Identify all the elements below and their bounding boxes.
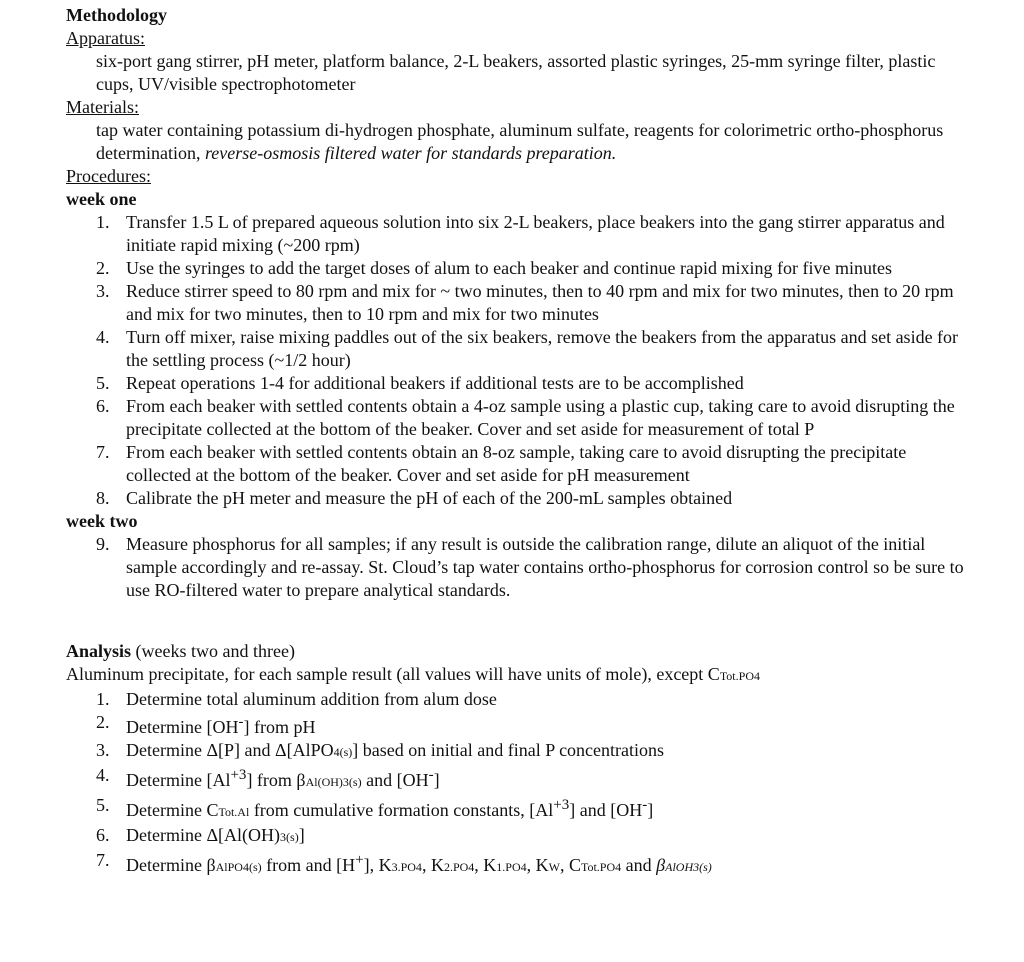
step-number: 5. [96, 795, 110, 815]
document [66, 4, 966, 879]
beta-symbol: β [656, 855, 666, 875]
step-text: , K [474, 855, 497, 875]
subscript: 2.PO4 [443, 860, 475, 874]
analysis-step [66, 824, 966, 849]
step-text: Calibrate the pH meter and measure the pH of each of the 200-mL samples obtained [126, 488, 733, 508]
subscript: Tot.PO4 [580, 860, 622, 874]
subscript: 3.PO4 [391, 860, 422, 874]
analysis-step [66, 849, 966, 879]
analysis-step [66, 711, 966, 739]
step-text: Determine Δ[Al(OH) [126, 825, 281, 845]
analysis-step [66, 764, 966, 794]
procedure-step [66, 533, 966, 602]
step-text: , K [526, 855, 549, 875]
step-text: From each beaker with settled contents obtain an 8-oz sample, taking care to avoid disrupting the precipitate collected at the bottom of the beaker. Cover and set aside for pH measurement [126, 442, 907, 485]
subscript: AlOH3(s) [665, 860, 712, 874]
step-text: ] [433, 770, 440, 790]
step-number: 6. [96, 396, 110, 416]
step-text: Use the syringes to add the target doses of alum to each beaker and continue rapid mixing for five minutes [126, 258, 892, 278]
step-number: 4. [96, 327, 110, 347]
methodology-heading: Methodology [66, 5, 167, 25]
step-text: and [OH [361, 770, 429, 790]
step-text: Determine [OH [126, 717, 239, 737]
subscript: 3(s) [280, 830, 299, 844]
step-text: Determine C [126, 800, 219, 820]
apparatus-text: six-port gang stirrer, pH meter, platform balance, 2-L beakers, assorted plastic syringes, 25-mm syringe filter, plastic cups, UV/visible spectrophotometer [96, 51, 936, 94]
step-text: ] based on initial and final P concentrations [352, 740, 665, 760]
week-two-heading: week two [66, 511, 138, 531]
step-text: Determine [Al [126, 770, 231, 790]
step-number: 1. [96, 212, 110, 232]
superscript: + [355, 852, 364, 868]
procedure-step [66, 372, 966, 395]
step-number: 5. [96, 373, 110, 393]
analysis-intro-subscript: Tot.PO4 [719, 669, 760, 683]
materials-text: tap water containing potassium di-hydrogen phosphate, aluminum sulfate, reagents for colorimetric ortho-phosphorus determination, [96, 120, 944, 163]
superscript: +3 [553, 797, 570, 813]
step-text: and [621, 855, 657, 875]
procedure-steps-week-two [66, 533, 966, 602]
step-number: 9. [96, 534, 110, 554]
analysis-steps [66, 688, 966, 879]
procedure-step [66, 326, 966, 372]
step-text: ] from β [246, 770, 306, 790]
step-number: 2. [96, 258, 110, 278]
superscript: - [642, 797, 648, 813]
superscript: - [238, 714, 244, 730]
analysis-title: Analysis [66, 641, 132, 661]
week-one-heading: week one [66, 189, 137, 209]
procedure-steps-week-one [66, 211, 966, 510]
step-text: ] and [OH [569, 800, 643, 820]
step-text: Measure phosphorus for all samples; if any result is outside the calibration range, dilute an aliquot of the initial sample accordingly and re-assay. St. Cloud’s tap water contains ortho-phosphorus for corrosion control so be sure to use RO-filtered water to prepare analytical standards. [126, 534, 964, 600]
step-text: Repeat operations 1-4 for additional beakers if additional tests are to be accomplished [126, 373, 744, 393]
step-number: 4. [96, 765, 110, 785]
analysis-step [66, 688, 966, 711]
step-text: from cumulative formation constants, [Al [249, 800, 554, 820]
step-number: 8. [96, 488, 110, 508]
step-number: 7. [96, 442, 110, 462]
analysis-step [66, 794, 966, 824]
step-text: Turn off mixer, raise mixing paddles out of the six beakers, remove the beakers from the apparatus and set aside for the settling process (~1/2 hour) [126, 327, 959, 370]
step-text: ] from pH [243, 717, 316, 737]
step-number: 1. [96, 689, 110, 709]
procedure-step [66, 211, 966, 257]
step-number: 2. [96, 712, 110, 732]
procedure-step [66, 280, 966, 326]
step-number: 3. [96, 281, 110, 301]
step-text: ] [647, 800, 654, 820]
analysis-intro-text: Aluminum precipitate, for each sample result (all values will have units of mole), except C [66, 664, 720, 684]
analysis-title-suffix: (weeks two and three) [131, 641, 295, 661]
subscript: 1.PO4 [496, 860, 527, 874]
subscript: W [548, 860, 560, 874]
step-text: Reduce stirrer speed to 80 rpm and mix for ~ two minutes, then to 40 rpm and mix for two minutes, then to 20 rpm and mix for two minutes, then to 10 rpm and mix for two minutes [126, 281, 954, 324]
step-text: , K [421, 855, 444, 875]
subscript: Al(OH)3(s) [305, 775, 362, 789]
analysis-step [66, 739, 966, 764]
step-text: From each beaker with settled contents obtain a 4-oz sample using a plastic cup, taking care to avoid disrupting the precipitate collected at the bottom of the beaker. Cover and set aside for measurement of total P [126, 396, 955, 439]
section-spacer [66, 602, 966, 640]
step-text: from and [H [261, 855, 356, 875]
materials-paragraph [66, 119, 966, 165]
materials-label: Materials: [66, 97, 139, 117]
step-number: 6. [96, 825, 110, 845]
step-text: ] [298, 825, 305, 845]
step-text: Determine total aluminum addition from alum dose [126, 689, 497, 709]
subscript: AlPO4(s) [215, 860, 262, 874]
analysis-heading [66, 640, 966, 663]
materials-italic-text: reverse-osmosis filtered water for standards preparation. [204, 143, 617, 163]
subscript: Tot.Al [218, 805, 250, 819]
step-number: 3. [96, 740, 110, 760]
superscript: - [428, 767, 434, 783]
superscript: +3 [230, 767, 247, 783]
procedure-step [66, 441, 966, 487]
step-text: , C [559, 855, 581, 875]
step-text: ], K [363, 855, 392, 875]
procedures-label: Procedures: [66, 166, 151, 186]
procedure-step [66, 487, 966, 510]
analysis-intro [66, 663, 966, 688]
subscript: 4(s) [333, 745, 353, 759]
step-text: Determine Δ[P] and Δ[AlPO [126, 740, 334, 760]
step-text: Transfer 1.5 L of prepared aqueous solution into six 2-L beakers, place beakers into the gang stirrer apparatus and initiate rapid mixing (~200 rpm) [126, 212, 945, 255]
step-number: 7. [96, 850, 110, 870]
apparatus-label: Apparatus: [66, 28, 145, 48]
procedure-step [66, 395, 966, 441]
step-text: Determine β [126, 855, 216, 875]
procedure-step [66, 257, 966, 280]
